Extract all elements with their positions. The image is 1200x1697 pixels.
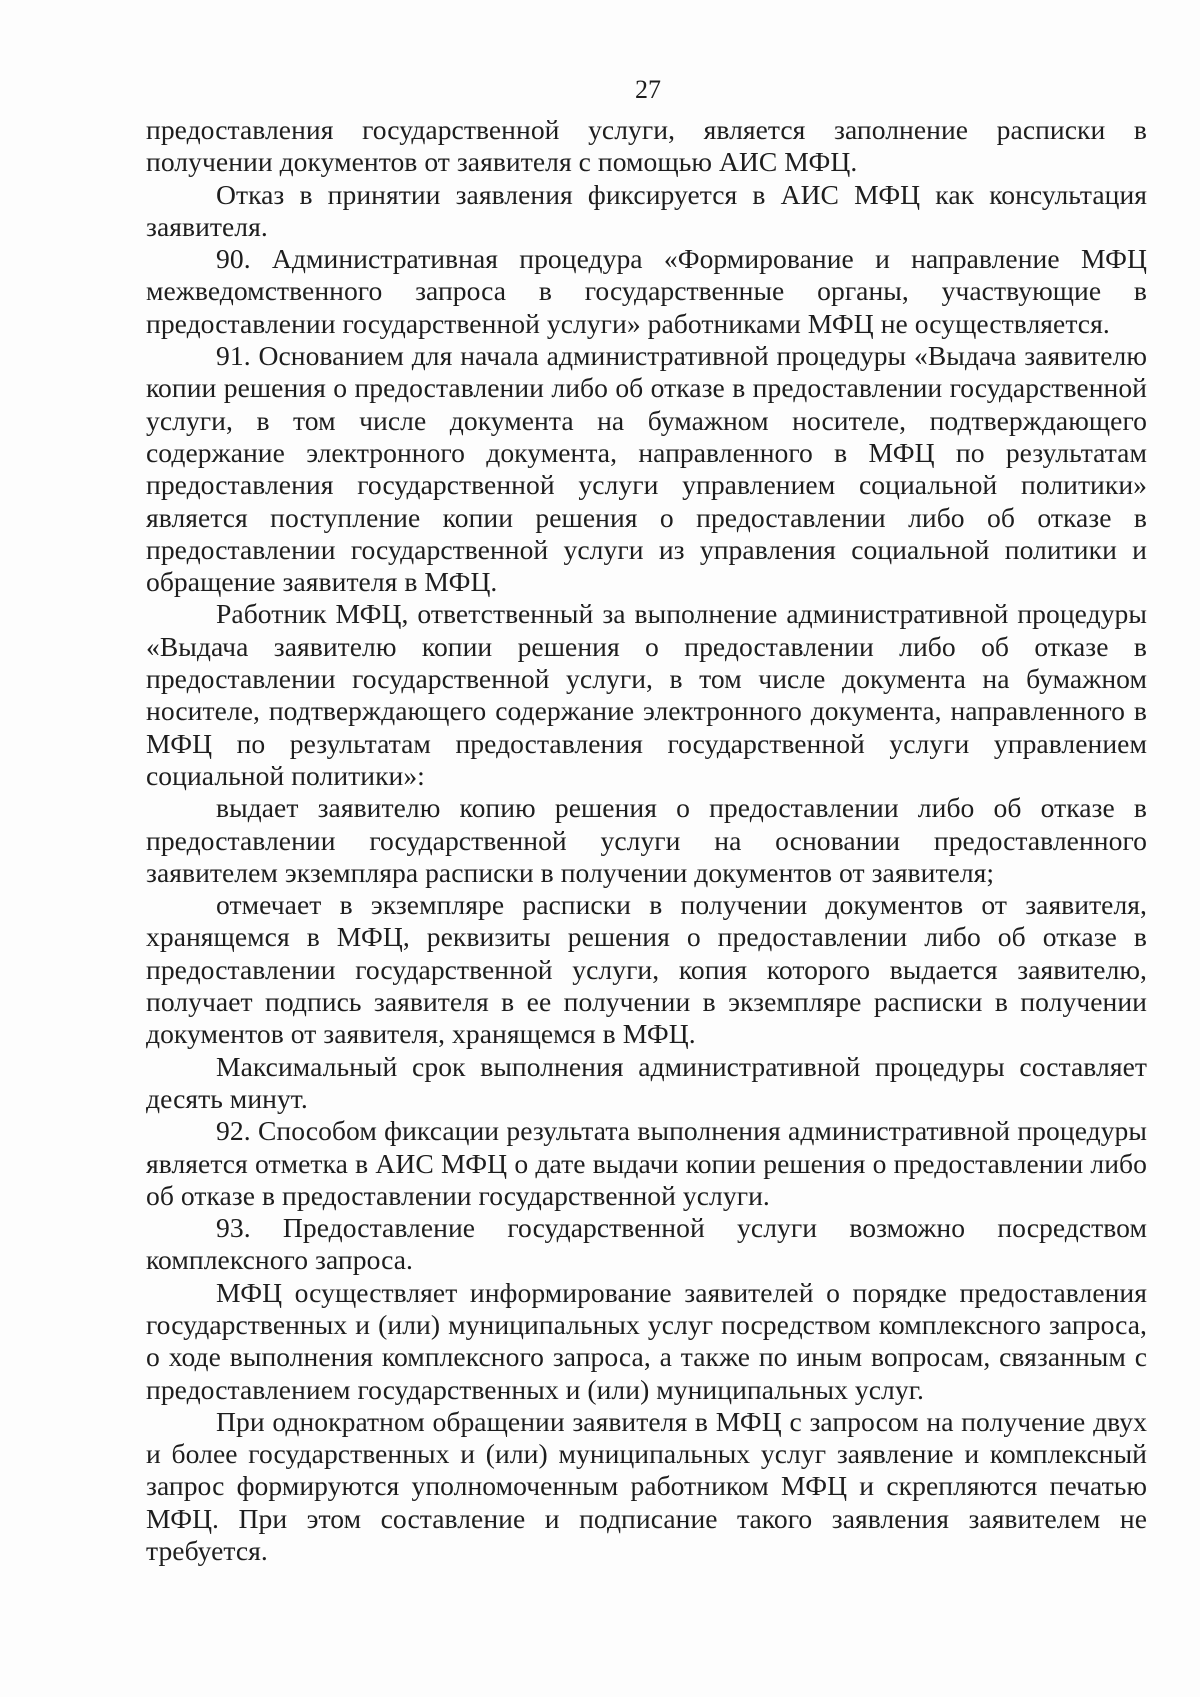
paragraph-single-request: При однократном обращении заявителя в МФЦ с запросом на получение двух и более государственных и (или) муниципальных услуг заявление и комплексный запрос формируются уполномоченным работником МФЦ и скрепляются печатью МФЦ. При этом составление и подписание такого заявления заявителем не требуется. bbox=[146, 1405, 1147, 1567]
page-number: 27 bbox=[635, 75, 661, 104]
paragraph-max-time: Максимальный срок выполнения административной процедуры составляет десять минут. bbox=[146, 1050, 1147, 1114]
paragraph-marks-receipt: отмечает в экземпляре расписки в получении документов от заявителя, хранящемся в МФЦ, реквизиты решения о предоставлении либо об отказе в предоставлении государственной услуги, копия которого выдается заявителю, получает подпись заявителя в ее получении в экземпляре расписки в получении документов от заявителя, хранящемся в МФЦ. bbox=[146, 889, 1147, 1050]
paragraph-worker-duties: Работник МФЦ, ответственный за выполнение административной процедуры «Выдача заявителю копии решения о предоставлении либо об отказе в предоставлении государственной услуги, в том числе документа на бумажном носителе, подтверждающего содержание электронного документа, направленного в МФЦ по результатам предоставления государственной услуги управлением социальной политики»: bbox=[146, 598, 1147, 791]
paragraph-item-93: 93. Предоставление государственной услуги возможно посредством комплексного запроса. bbox=[146, 1212, 1147, 1276]
paragraph-refusal-note: Отказ в принятии заявления фиксируется в АИС МФЦ как консультация заявителя. bbox=[146, 178, 1147, 242]
paragraph-item-92: 92. Способом фиксации результата выполнения административной процедуры является отметка в АИС МФЦ о дате выдачи копии решения о предоставлении либо об отказе в предоставлении государственной услуги. bbox=[146, 1115, 1147, 1211]
paragraph-item-90: 90. Административная процедура «Формирование и направление МФЦ межведомственного запроса в государственные органы, участвующие в предоставлении государственной услуги» работниками МФЦ не осуществляется. bbox=[146, 243, 1147, 339]
paragraph-mfc-informing: МФЦ осуществляет информирование заявителей о порядке предоставления государственных и (или) муниципальных услуг посредством комплексного запроса, о ходе выполнения комплексного запроса, а также по иным вопросам, связанным с предоставлением государственных и (или) муниципальных услуг. bbox=[146, 1276, 1147, 1405]
paragraph-continuation: предоставления государственной услуги, является заполнение расписки в получении документов от заявителя с помощью АИС МФЦ. bbox=[146, 114, 1147, 178]
paragraph-item-91: 91. Основанием для начала административной процедуры «Выдача заявителю копии решения о предоставлении либо об отказе в предоставлении государственной услуги, в том числе документа на бумажном носителе, подтверждающего содержание электронного документа, направленного в МФЦ по результатам предоставления государственной услуги управлением социальной политики» является поступление копии решения о предоставлении либо об отказе в предоставлении государственной услуги из управления социальной политики и обращение заявителя в МФЦ. bbox=[146, 340, 1147, 598]
paragraph-issues-copy: выдает заявителю копию решения о предоставлении либо об отказе в предоставлении государственной услуги на основании предоставленного заявителем экземпляра расписки в получении документов от заявителя; bbox=[146, 792, 1147, 888]
document-body bbox=[146, 114, 1147, 1567]
